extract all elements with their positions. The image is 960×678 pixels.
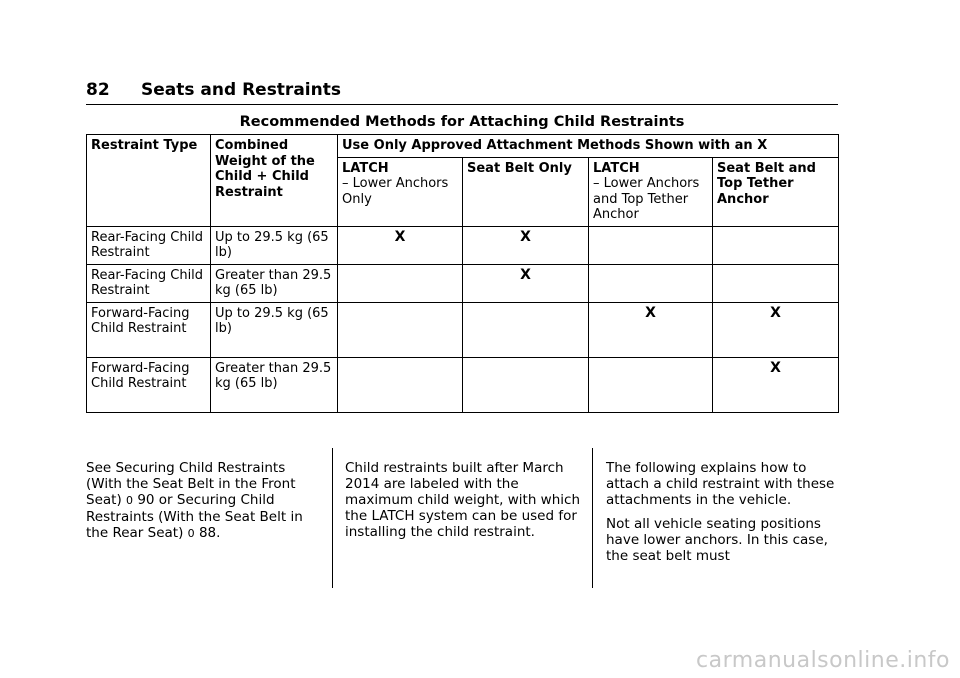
cross-ref-front-seat-link[interactable]: See Securing Child Restraints (With the Seat Belt in the Front Seat) bbox=[86, 460, 296, 508]
cell-restraint-type: Rear-Facing Child Restraint bbox=[87, 226, 211, 264]
cell-seat-belt-tether: X bbox=[713, 302, 839, 357]
header-seat-belt-top-tether: Seat Belt and Top Tether Anchor bbox=[713, 157, 839, 226]
attachments-intro-paragraph: The following explains how to attach a child restraint with these attachments in the vehicle. bbox=[606, 460, 835, 508]
column-divider bbox=[592, 448, 593, 588]
cross-reference-paragraph bbox=[86, 460, 322, 542]
cell-latch-tether bbox=[589, 264, 713, 302]
cell-seat-belt-tether: X bbox=[713, 357, 839, 412]
cell-latch-lower bbox=[338, 357, 463, 412]
cell-latch-tether bbox=[589, 226, 713, 264]
cell-latch-lower bbox=[338, 264, 463, 302]
cell-latch-lower bbox=[338, 302, 463, 357]
text-column-2 bbox=[345, 460, 581, 548]
lower-anchors-paragraph: Not all vehicle seating positions have lower anchors. In this case, the seat belt must bbox=[606, 516, 828, 564]
header-restraint-type: Restraint Type bbox=[87, 135, 211, 227]
section-title: Seats and Restraints bbox=[141, 80, 341, 100]
text-column-1 bbox=[86, 460, 322, 550]
cross-ref-rear-seat-link[interactable]: Securing Child Restraints (With the Seat Belt in the Rear Seat) bbox=[86, 492, 303, 541]
cell-weight: Greater than 29.5 kg (65 lb) bbox=[211, 357, 338, 412]
watermark: carmanualsonline.info bbox=[696, 648, 950, 673]
child-restraint-table bbox=[86, 134, 839, 413]
column-divider bbox=[332, 448, 333, 588]
cell-seat-belt-only bbox=[463, 357, 589, 412]
header-latch-top-tether bbox=[589, 157, 713, 226]
page-ref-88: 88. bbox=[198, 525, 221, 541]
cell-latch-lower: X bbox=[338, 226, 463, 264]
text-column-3 bbox=[606, 460, 838, 572]
header-latch-tether-rest: – Lower Anchors and Top Tether Anchor bbox=[593, 176, 700, 222]
latch-label-paragraph: Child restraints built after March 2014 are labeled with the maximum child weight, with which the LATCH system can be used for installing the child restraint. bbox=[345, 460, 581, 540]
table-title: Recommended Methods for Attaching Child Restraints bbox=[239, 114, 685, 130]
cell-seat-belt-tether bbox=[713, 264, 839, 302]
cell-weight: Up to 29.5 kg (65 lb) bbox=[211, 302, 338, 357]
page-ref-icon: 0 bbox=[126, 494, 134, 507]
cell-latch-tether bbox=[589, 357, 713, 412]
cell-weight: Greater than 29.5 kg (65 lb) bbox=[211, 264, 338, 302]
page-number: 82 bbox=[86, 80, 110, 100]
header-seat-belt-only: Seat Belt Only bbox=[463, 157, 589, 226]
page-ref-icon: 0 bbox=[187, 527, 195, 540]
cell-seat-belt-only: X bbox=[463, 226, 589, 264]
cell-restraint-type: Forward-Facing Child Restraint bbox=[87, 302, 211, 357]
cell-latch-tether: X bbox=[589, 302, 713, 357]
page-ref-90: 90 or bbox=[137, 492, 173, 508]
cell-restraint-type: Forward-Facing Child Restraint bbox=[87, 357, 211, 412]
header-latch-lower-rest: – Lower Anchors Only bbox=[342, 176, 449, 207]
header-latch-lower-anchors bbox=[338, 157, 463, 226]
header-latch-lower-bold: LATCH bbox=[342, 160, 389, 176]
header-combined-weight: Combined Weight of the Child + Child Restraint bbox=[211, 135, 338, 227]
table-row bbox=[87, 226, 839, 264]
cell-seat-belt-only: X bbox=[463, 264, 589, 302]
table-row bbox=[87, 302, 839, 357]
cell-restraint-type: Rear-Facing Child Restraint bbox=[87, 264, 211, 302]
header-methods-group: Use Only Approved Attachment Methods Shown with an X bbox=[338, 135, 839, 158]
header-latch-tether-bold: LATCH bbox=[593, 160, 640, 176]
page-header bbox=[86, 80, 838, 105]
cell-seat-belt-tether bbox=[713, 226, 839, 264]
table-row bbox=[87, 357, 839, 412]
cell-seat-belt-only bbox=[463, 302, 589, 357]
table-row bbox=[87, 264, 839, 302]
cell-weight: Up to 29.5 kg (65 lb) bbox=[211, 226, 338, 264]
